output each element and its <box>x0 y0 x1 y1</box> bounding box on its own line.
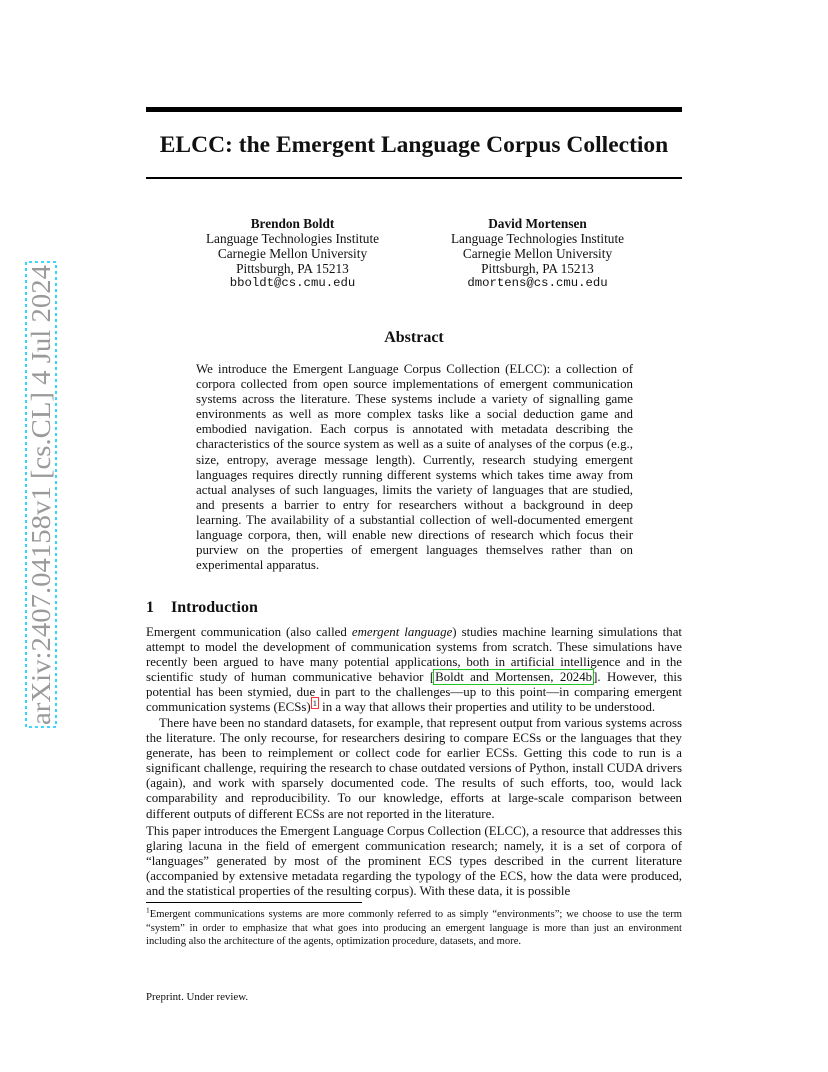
section-heading <box>146 598 258 618</box>
author-email[interactable]: dmortens@cs.cmu.edu <box>467 276 608 290</box>
abstract-text: We introduce the Emergent Language Corpus Collection (ELCC): a collection of corpora collected from open source implementations of emergent communication systems across the literature. These systems include a variety of signalling game environments as well as more complex tasks like a social deduction game and embodied navigation. Each corpus is annotated with metadata describing the characteristics of the source system as well as a suite of analyses of the corpus (e.g., size, entropy, average message length). Currently, research studying emergent languages requires directly running different systems which takes time away from actual analyses of such languages, limits the variety of languages that are studied, and presents a barrier to entry for researchers without a background in deep learning. The availability of a substantial collection of well-documented emergent language corpora, then, will enable new directions of research which focus their purview on the properties of emergent languages themselves rather than on experimental apparatus. <box>196 362 633 573</box>
author-name: Brendon Boldt <box>250 216 335 231</box>
text-run: in a way that allows their properties and utility to be understood. <box>318 700 656 715</box>
footer-note: Preprint. Under review. <box>146 991 249 1003</box>
title-rule-bottom <box>146 177 682 179</box>
author-block-2 <box>430 216 645 291</box>
author-block-1 <box>190 216 395 291</box>
citation-link[interactable]: Boldt and Mortensen, 2024b <box>435 670 593 685</box>
footnote-text: Emergent communications systems are more commonly referred to as simply “environments”; we choose to use the term “system” in order to emphasize that what goes into producing an emergent language is more than just an environment including also the architecture of the agents, optimization procedure, datasets, and more. <box>146 909 682 948</box>
author-university: Carnegie Mellon University <box>462 246 613 261</box>
arxiv-stamp-text: arXiv:2407.04158v1 [cs.CL] 4 Jul 2024 <box>26 293 56 725</box>
emphasis-text: emergent language <box>351 625 453 639</box>
text-run: ]. However, this potential has been stymied, due in part to the challenges—up to this point—in comparing emergent communication systems (ECSs) <box>146 670 682 715</box>
arxiv-stamp-svg <box>10 265 70 725</box>
author-name: David Mortensen <box>488 216 587 231</box>
text-run: ) studies machine learning simulations that attempt to model the development of communication systems from scratch. These simulations have recently been argued to have many potential applications, both in artificial intelligence and in the scientific study of human communicative behavior [ <box>146 625 682 685</box>
footnote-rule <box>146 902 362 903</box>
author-email[interactable]: bboldt@cs.cmu.edu <box>229 276 356 290</box>
author-city: Pittsburgh, PA 15213 <box>236 261 349 276</box>
paper-title: ELCC: the Emergent Language Corpus Collection <box>159 132 669 158</box>
arxiv-stamp[interactable] <box>10 265 70 725</box>
paragraph-text: This paper introduces the Emergent Language Corpus Collection (ELCC), a resource that addresses this glaring lacuna in the field of emergent communication research; namely, it is a set of corpora of “languages” generated by most of the prominent ECS types described in the current literature (accompanied by extensive metadata regarding the typology of the ECS, how the data were produced, and the statistical properties of the resulting corpus). With these data, it is possible <box>146 824 683 899</box>
author-institute: Language Technologies Institute <box>205 231 380 246</box>
section-title: Introduction <box>171 599 258 616</box>
author-city: Pittsburgh, PA 15213 <box>481 261 594 276</box>
section-number: 1 <box>146 599 154 616</box>
title-rule-top <box>146 107 682 112</box>
author-university: Carnegie Mellon University <box>217 246 368 261</box>
intro-paragraph-2 <box>146 716 682 822</box>
intro-paragraph-3 <box>146 824 682 899</box>
author-institute: Language Technologies Institute <box>450 231 625 246</box>
footnote-link[interactable]: 1 <box>312 698 317 709</box>
text-run: Emergent communication (also called <box>146 625 352 639</box>
paragraph-text: There have been no standard datasets, for example, that represent output from various systems across the literature. The only recourse, for researchers desiring to compare ECSs or the languages that they generate, has been to reimplement or collect code for earlier ECSs. Getting this code to run is a significant challenge, requiring the research to chase outdated versions of Python, install CUDA drivers (again), and work with sparsely documented code. The results of such efforts, too, would lack comparability and reproducibility. To our knowledge, efforts at large-scale comparison between different outputs of different ECSs are not reported in the literature. <box>146 716 682 821</box>
footnote <box>146 905 682 949</box>
abstract-heading: Abstract <box>384 329 444 346</box>
footnote-mark: 1 <box>146 905 150 915</box>
intro-paragraph-1 <box>146 625 682 716</box>
